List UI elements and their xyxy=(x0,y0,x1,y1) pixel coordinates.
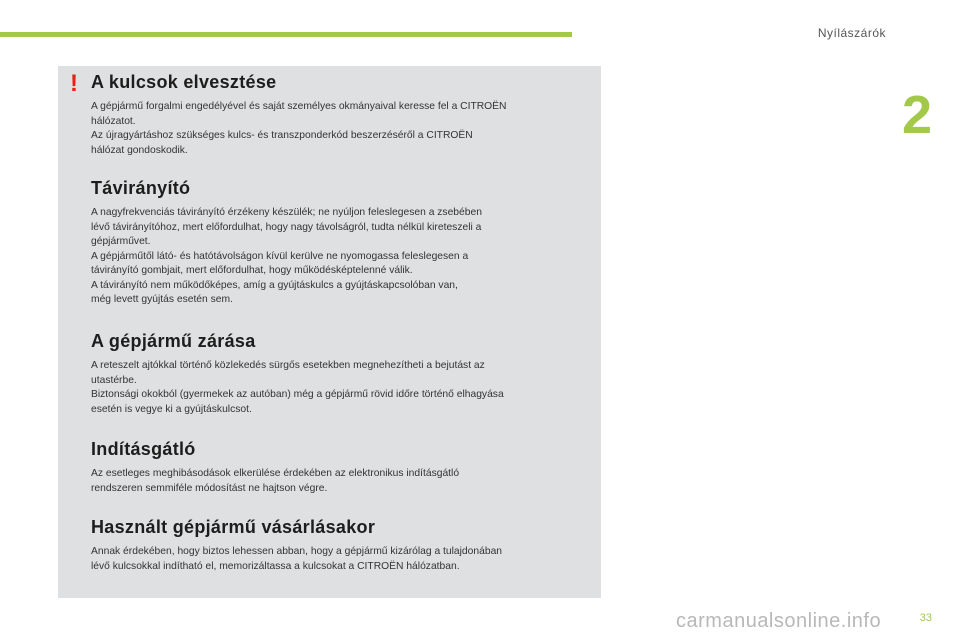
section-title: Távirányító xyxy=(91,178,191,198)
section-lost-keys xyxy=(91,72,596,158)
section-remote-control xyxy=(91,178,596,308)
section-text: A gépjármű forgalmi engedélyével és saját személyes okmányaival keresse fel a CITROËN hálózatot. Az újragyártáshoz szükséges kulcs- és transzponderkód beszerzéséről a CITROËN hálózat gondoskodik. xyxy=(91,101,507,156)
section-title: A gépjármű zárása xyxy=(91,331,256,351)
chapter-title: Nyílászárók xyxy=(817,26,886,40)
section-used-vehicle xyxy=(91,517,596,574)
section-text: Az esetleges meghibásodások elkerülése érdekében az elektronikus indításgátló rendszeren semmiféle módosítást ne hajtson végre. xyxy=(91,468,460,494)
section-title: Használt gépjármű vásárlásakor xyxy=(91,517,376,537)
warning-icon: ! xyxy=(70,70,78,97)
chapter-number: 2 xyxy=(902,85,933,145)
header-accent-bar xyxy=(0,32,572,37)
section-vehicle-locking xyxy=(91,331,596,417)
section-title: Indításgátló xyxy=(91,439,196,459)
section-immobiliser xyxy=(91,439,596,496)
section-text: A nagyfrekvenciás távirányító érzékeny készülék; ne nyúljon feleslegesen a zsebében lévő távirányítóhoz, mert előfordulhat, hogy nagy távolságról, tudta nélkül kireteszeli a gépjárművet. A gépjárműtől látó- és hatótávolságon kívül kerülve ne nyomogassa feleslegesen a távirányító gombjait, mert előfordulhat, hogy működésképtelenné válik. A távirányító nem működőképes, amíg a gyújtáskulcs a gyújtáskapcsolóban van, még levett gyújtás esetén sem. xyxy=(91,207,482,305)
section-text: A reteszelt ajtókkal történő közlekedés sürgős esetekben megnehezítheti a bejutást az utastérbe. Biztonsági okokból (gyermekek az autóban) még a gépjármű rövid időre történő elhagyása esetén is vegye ki a gyújtáskulcsot. xyxy=(91,360,504,415)
watermark-text: carmanualsonline.info xyxy=(676,610,882,632)
section-title: A kulcsok elvesztése xyxy=(91,72,277,92)
section-text: Annak érdekében, hogy biztos lehessen abban, hogy a gépjármű kizárólag a tulajdonában lévő kulcsokkal indítható el, memorizáltassa a kulcsokat a CITROËN hálózatban. xyxy=(91,546,503,572)
page-number: 33 xyxy=(919,612,932,624)
